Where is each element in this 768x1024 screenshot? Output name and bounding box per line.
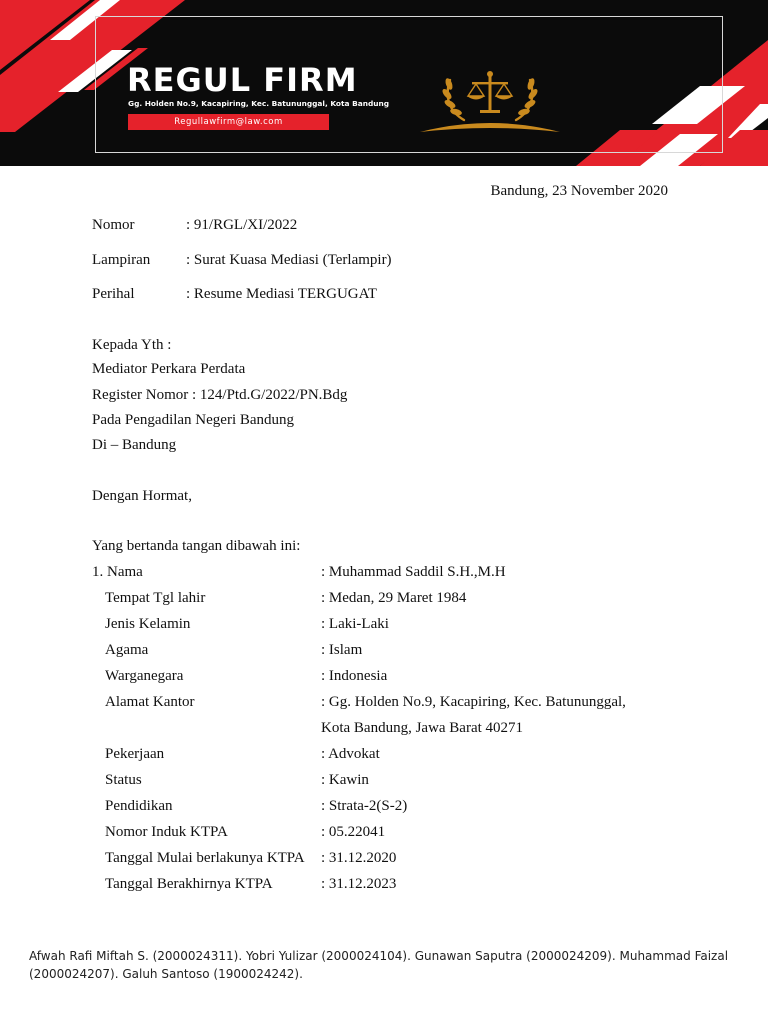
identity-row (92, 590, 682, 616)
identity-row (92, 720, 682, 746)
identity-label: Jenis Kelamin (105, 616, 191, 632)
identity-label: Warganegara (105, 668, 184, 684)
recipient-line-1: Kepada Yth : (92, 337, 172, 353)
perihal-value: : Resume Mediasi TERGUGAT (186, 286, 377, 302)
identity-value: : 31.12.2023 (321, 876, 397, 892)
identity-label: Tanggal Berakhirnya KTPA (105, 876, 273, 892)
identity-value: : 31.12.2020 (321, 850, 397, 866)
identity-value: : 05.22041 (321, 824, 386, 840)
nomor-row (92, 217, 297, 234)
identity-value: : Indonesia (321, 668, 388, 684)
identity-label: Tanggal Mulai berlakunya KTPA (105, 850, 305, 866)
identity-row (92, 824, 682, 850)
firm-address: Gg. Holden No.9, Kacapiring, Kec. Batununggal, Kota Bandung (128, 99, 390, 108)
identity-value: : Kawin (321, 772, 369, 788)
identity-value: : Medan, 29 Maret 1984 (321, 590, 467, 606)
identity-value: : Gg. Holden No.9, Kacapiring, Kec. Batununggal, (321, 694, 626, 710)
salutation: Dengan Hormat, (92, 488, 192, 504)
identity-label: Nomor Induk KTPA (105, 824, 228, 840)
identity-row (92, 772, 682, 798)
identity-value: : Laki-Laki (321, 616, 389, 632)
identity-row (92, 798, 682, 824)
identity-row (92, 876, 682, 902)
recipient-line-2: Mediator Perkara Perdata (92, 361, 246, 377)
nomor-value: : 91/RGL/XI/2022 (186, 217, 298, 233)
identity-row (92, 694, 682, 720)
identity-value: : Islam (321, 642, 363, 658)
identity-row (92, 850, 682, 876)
identity-row (92, 564, 682, 590)
identity-row (92, 746, 682, 772)
recipient-line-5: Di – Bandung (92, 437, 177, 453)
identity-label: Tempat Tgl lahir (105, 590, 206, 606)
identity-label: 1. Nama (92, 564, 143, 580)
perihal-row (92, 286, 377, 303)
recipient-line-3: Register Nomor : 124/Ptd.G/2022/PN.Bdg (92, 387, 348, 403)
lampiran-row (92, 252, 392, 269)
intro-text: Yang bertanda tangan dibawah ini: (92, 538, 301, 554)
identity-row (92, 668, 682, 694)
identity-label: Agama (105, 642, 149, 658)
nomor-label: Nomor (92, 217, 135, 233)
firm-email: Regullawfirm@law.com (128, 114, 329, 130)
identity-label: Alamat Kantor (105, 694, 195, 710)
identity-value: : Muhammad Saddil S.H.,M.H (321, 564, 506, 580)
identity-row (92, 616, 682, 642)
lampiran-value: : Surat Kuasa Mediasi (Terlampir) (186, 252, 392, 268)
identity-value: : Strata-2(S-2) (321, 798, 408, 814)
lampiran-label: Lampiran (92, 252, 151, 268)
identity-row (92, 642, 682, 668)
identity-value-continued: Kota Bandung, Jawa Barat 40271 (321, 720, 524, 736)
identity-label: Status (105, 772, 142, 788)
identity-table (92, 564, 682, 902)
letter-date: Bandung, 23 November 2020 (490, 183, 668, 199)
identity-label: Pendidikan (105, 798, 173, 814)
perihal-label: Perihal (92, 286, 135, 302)
identity-value: : Advokat (321, 746, 380, 762)
recipient-line-4: Pada Pengadilan Negeri Bandung (92, 412, 295, 428)
footer-authors: Afwah Rafi Miftah S. (2000024311). Yobri Yulizar (2000024104). Gunawan Saputra (2000024209). Muhammad Faizal (2000024207). Galuh Santoso (1900024242). (29, 949, 729, 981)
identity-label: Pekerjaan (105, 746, 165, 762)
firm-name: REGUL FIRM (127, 61, 358, 99)
